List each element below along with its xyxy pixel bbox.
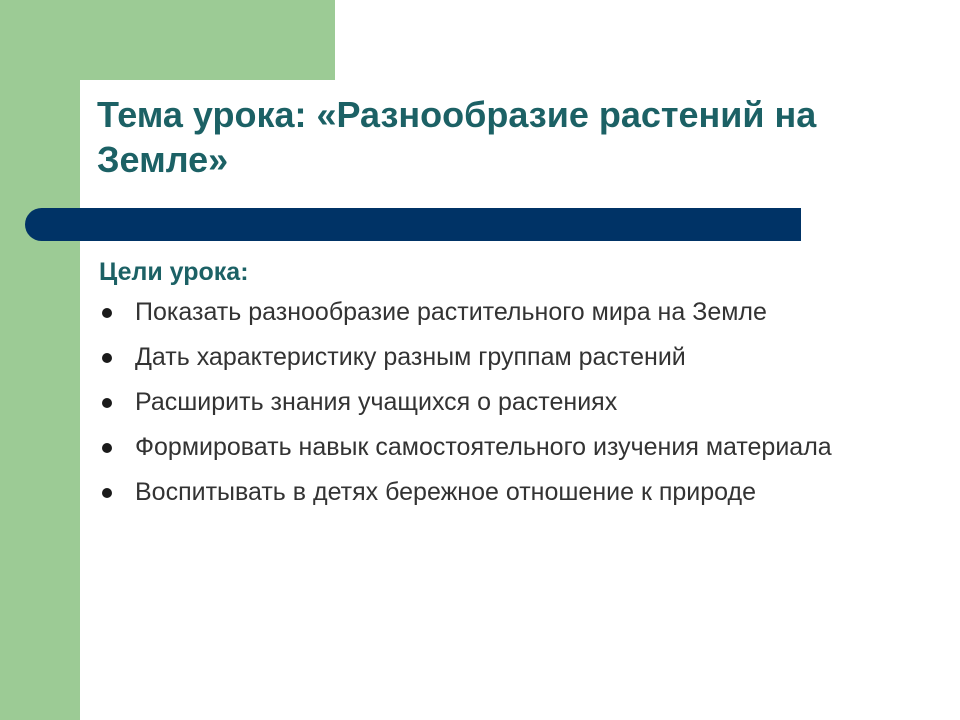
slide-title: Тема урока: «Разнообразие растений на Земле» <box>97 94 817 180</box>
goal-text: Формировать навык самостоятельного изучения материала <box>135 433 832 461</box>
bullet-icon <box>102 308 112 318</box>
goal-item <box>98 341 878 374</box>
goal-item <box>98 386 878 419</box>
bullet-icon <box>102 488 112 498</box>
goals-heading: Цели урока: <box>99 258 249 286</box>
goals-list <box>98 296 878 521</box>
goal-item <box>98 431 878 464</box>
title-divider-bar <box>25 208 801 241</box>
goal-item <box>98 476 878 509</box>
goal-text: Показать разнообразие растительного мира на Земле <box>135 298 767 326</box>
bullet-icon <box>102 398 112 408</box>
goal-text: Воспитывать в детях бережное отношение к природе <box>135 478 756 506</box>
decorative-green-block <box>0 0 335 80</box>
bullet-icon <box>102 443 112 453</box>
decorative-green-strip <box>0 0 80 720</box>
goal-text: Дать характеристику разным группам растений <box>135 343 686 371</box>
goal-text: Расширить знания учащихся о растениях <box>135 388 618 416</box>
bullet-icon <box>102 353 112 363</box>
goal-item <box>98 296 878 329</box>
